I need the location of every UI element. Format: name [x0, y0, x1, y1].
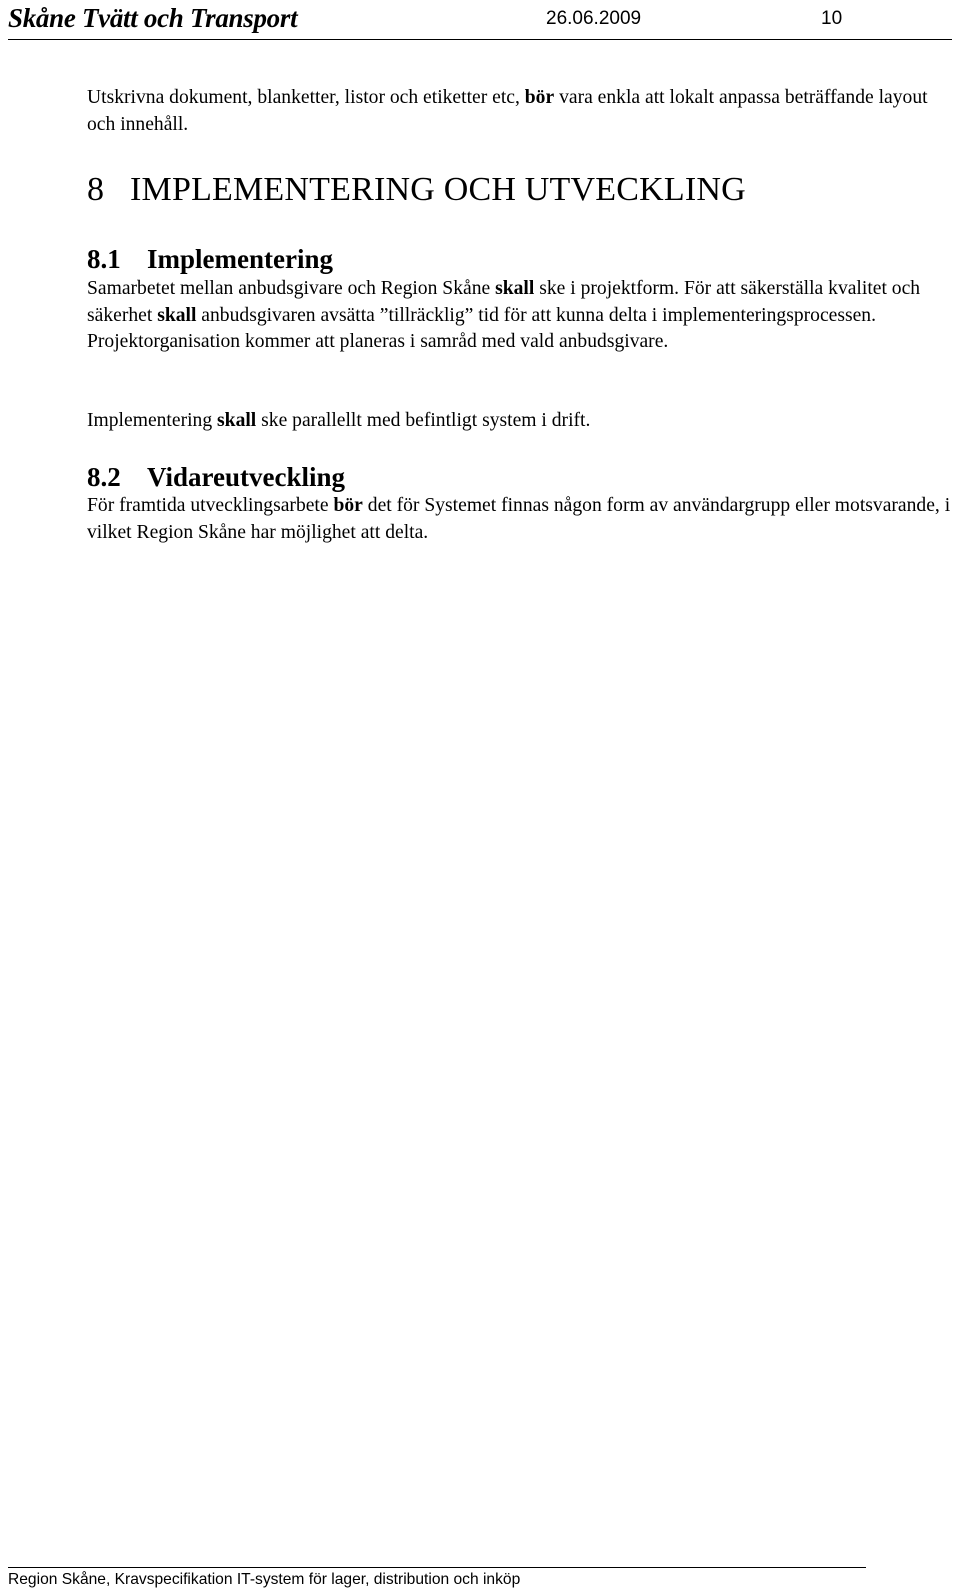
- section-8-2-heading: [87, 460, 345, 494]
- s82-p1-bold-1: bör: [333, 495, 363, 516]
- intro-text-1: Utskrivna dokument, blanketter, listor och etiketter etc,: [87, 87, 525, 108]
- footer-text: Region Skåne, Kravspecifikation IT-system för lager, distribution och inköp: [8, 1571, 521, 1588]
- s81-p1-text-2: ske i projektform. För att säkerställa kvalitet och säkerhet: [87, 278, 921, 326]
- section-8-1-heading: [87, 242, 333, 276]
- s81-p1-bold-2: skall: [157, 304, 197, 326]
- section-8-1-paragraph-2: [87, 408, 953, 435]
- section-8-number: 8: [87, 171, 105, 208]
- s81-p1-text-1: Samarbetet mellan anbudsgivare och Region Skåne: [87, 278, 496, 299]
- section-8-1-number: 8.1: [87, 244, 121, 274]
- page-header: [8, 0, 952, 40]
- section-8-heading: [87, 168, 746, 212]
- s81-p2-text-1: Implementering: [87, 410, 218, 431]
- section-8-2-title: Vidareutveckling: [147, 462, 346, 492]
- s82-p1-text-1: För framtida utvecklingsarbete: [87, 495, 334, 516]
- intro-bold-1: bör: [524, 87, 555, 108]
- s81-p2-bold-1: skall: [217, 410, 257, 431]
- s82-p1-text-2: det för Systemet finnas någon form av användargrupp eller motsvarande, i vilket Region Skåne har möjlighet att delta.: [87, 495, 951, 543]
- page-number: 10: [821, 8, 843, 29]
- footer-divider: [8, 1567, 866, 1568]
- section-8-1-paragraph-1: [87, 276, 953, 356]
- header-title: Skåne Tvätt och Transport: [8, 3, 298, 33]
- section-8-2-number: 8.2: [87, 462, 121, 492]
- section-8-title: IMPLEMENTERING OCH UTVECKLING: [130, 171, 746, 208]
- s81-p1-bold-1: skall: [495, 278, 535, 299]
- header-divider: [8, 39, 952, 40]
- intro-paragraph: [87, 85, 953, 138]
- intro-text-2: vara enkla att lokalt anpassa beträffande layout och innehåll.: [87, 87, 928, 135]
- section-8-2-paragraph-1: [87, 493, 953, 546]
- header-date: 26.06.2009: [546, 8, 642, 29]
- s81-p2-text-2: ske parallellt med befintligt system i drift.: [256, 410, 591, 431]
- s81-p1-text-3: anbudsgivaren avsätta ”tillräcklig” tid för att kunna delta i implementeringsprocessen. Projektorganisation kommer att planeras i samråd med vald anbudsgivare.: [87, 304, 876, 352]
- section-8-1-title: Implementering: [147, 244, 333, 274]
